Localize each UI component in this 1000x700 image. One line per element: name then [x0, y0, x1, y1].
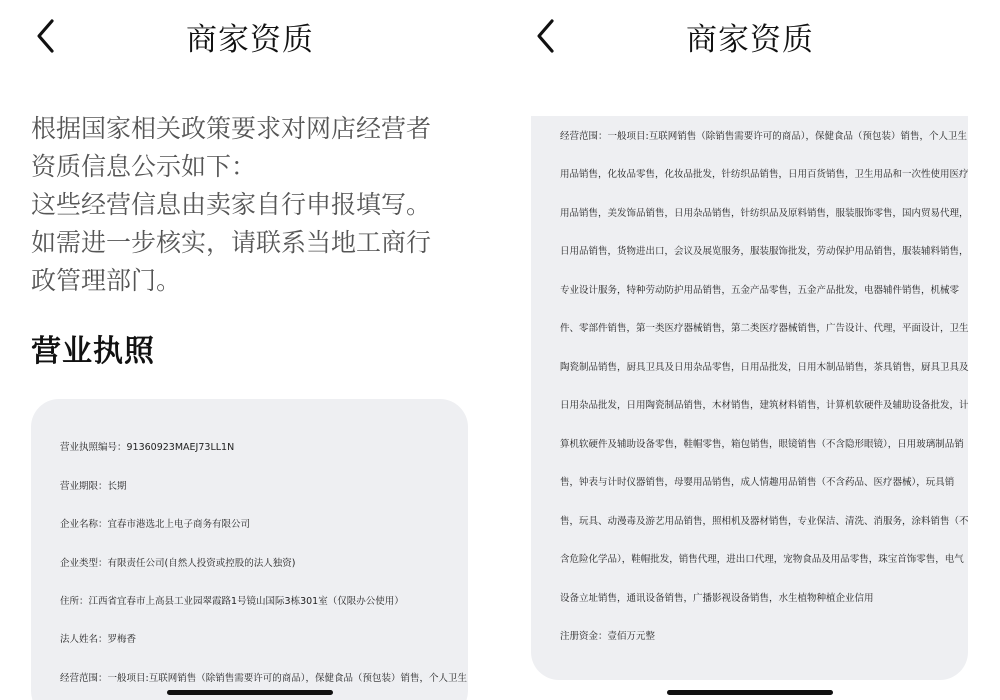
scope-line: 日用杂品批发，日用陶瓷制品销售，木材销售，建筑材料销售，计算机软硬件及辅助设备批发，计: [560, 400, 969, 411]
intro-line: 资质信息公示如下：: [31, 152, 257, 181]
intro-line: 这些经营信息由卖家自行申报填写。: [31, 190, 432, 219]
business-scope-card: [531, 116, 968, 680]
scope-line: 专业设计服务，特种劳动防护用品销售，五金产品零售，五金产品批发，电器辅件销售，机械零: [560, 285, 960, 296]
intro-text: [31, 110, 471, 300]
right-screen: [500, 0, 1000, 700]
legal-person: 法人姓名：罗梅香: [60, 634, 137, 645]
address: 住所：江西省宜春市上高县工业园翠霞路1号镜山国际3栋301室（仅限办公使用）: [60, 596, 404, 607]
home-indicator[interactable]: [667, 690, 833, 695]
license-card: [31, 399, 468, 700]
business-scope-start: 经营范围：一般项目:互联网销售（除销售需要许可的商品），保健食品（预包装）销售，个人卫生: [60, 673, 467, 684]
scope-line: 日用品销售，货物进出口，会议及展览服务，服装服饰批发，劳动保护用品销售，服装辅料销售，: [560, 246, 969, 257]
intro-line: 政管理部门。: [31, 266, 182, 295]
scope-line: 经营范围：一般项目:互联网销售（除销售需要许可的商品），保健食品（预包装）销售，个人卫生: [560, 131, 967, 142]
scope-line: 算机软硬件及辅助设备零售，鞋帽零售，箱包销售，眼镜销售（不含隐形眼镜），日用玻璃制品销: [560, 439, 964, 450]
license-number: 营业执照编号：91360923MAEJ73LL1N: [60, 442, 235, 453]
page-title: 商家资质: [186, 22, 314, 58]
scope-line: 售，玩具、动漫毒及游艺用品销售，照相机及器材销售，专业保洁、清洗、消服务，涂料销售（不: [560, 516, 969, 527]
scope-line: 陶瓷制品销售，厨具卫具及日用杂品零售，日用品批发，日用木制品销售，茶具销售，厨具卫具及: [560, 362, 969, 373]
page-title: 商家资质: [686, 22, 814, 58]
scope-line: 用品销售，化妆品零售，化妆品批发，针纺织品销售，日用百货销售，卫生用品和一次性使用医疗: [560, 169, 969, 180]
company-type: 企业类型：有限责任公司(自然人投资或控股的法人独资): [60, 558, 296, 569]
section-title-business-license: 营业执照: [31, 334, 155, 369]
home-indicator[interactable]: [167, 690, 333, 695]
company-name: 企业名称：宜春市港选北上电子商务有限公司: [60, 519, 251, 530]
scope-line: 售，钟表与计时仪器销售，母婴用品销售，成人情趣用品销售（不含药品、医疗器械），玩具销: [560, 477, 955, 488]
scope-line: 含危险化学品），鞋帽批发，销售代理，进出口代理，宠物食品及用品零售，珠宝首饰零售，电气: [560, 554, 964, 565]
license-term: 营业期限：长期: [60, 481, 127, 492]
registered-capital: 注册资金：壹佰万元整: [560, 631, 656, 642]
intro-line: 根据国家相关政策要求对网店经营者: [31, 114, 432, 143]
nav-bar: [500, 0, 1000, 80]
nav-bar: [0, 0, 500, 80]
intro-line: 如需进一步核实，请联系当地工商行: [31, 228, 432, 257]
scope-line: 设备立址销售，通讯设备销售，广播影视设备销售，水生植物种植企业信用: [560, 593, 874, 604]
scope-line: 件、零部件销售，第一类医疗器械销售，第二类医疗器械销售，广告设计、代理，平面设计，卫生: [560, 323, 969, 334]
scope-line: 用品销售，美发饰品销售，日用杂品销售，针纺织品及原料销售，服装服饰零售，国内贸易代理，: [560, 208, 969, 219]
